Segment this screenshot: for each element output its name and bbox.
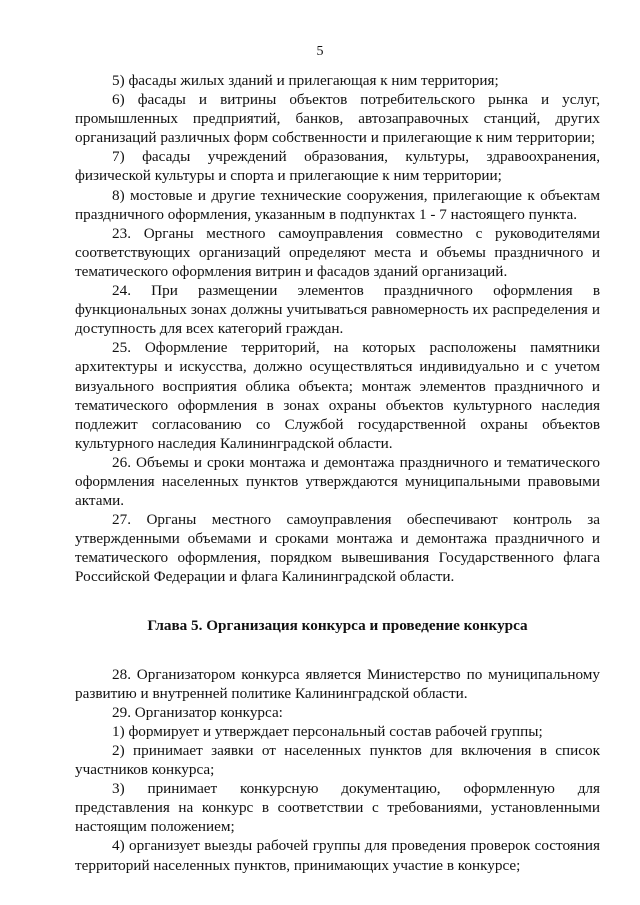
paragraph-item-5: 5) фасады жилых зданий и прилегающая к ним территория; — [112, 72, 499, 89]
page-number: 5 — [316, 44, 324, 59]
paragraph-item-8: 8) мостовые и другие технические сооружения, прилегающие к объектам праздничного оформления, указанным в подпунктах 1 - 7 настоящего пункта. — [75, 186, 600, 223]
paragraph-28: 28. Организатором конкурса является Министерство по муниципальному развитию и внутренней политике Калининградской области. — [75, 665, 600, 702]
paragraph-23: 23. Органы местного самоуправления совместно с руководителями соответствующих организаций определяют места и объемы праздничного и тематического оформления витрин и фасадов зданий организаций. — [75, 224, 600, 280]
paragraph-29-item-3: 3) принимает конкурсную документацию, оформленную для представления на конкурс в соответствии с требованиями, установленными настоящим положением; — [75, 780, 600, 836]
paragraph-item-6: 6) фасады и витрины объектов потребительского рынка и услуг, промышленных предприятий, банков, автозаправочных станций, других организаций различных форм собственности и прилегающие к ним территории; — [75, 91, 600, 147]
paragraph-24: 24. При размещении элементов праздничного оформления в функциональных зонах должны учитываться равномерность их распределения и доступность для всех категорий граждан. — [75, 282, 600, 338]
chapter-heading: Глава 5. Организация конкурса и проведение конкурса — [147, 616, 528, 634]
paragraph-26: 26. Объемы и сроки монтажа и демонтажа праздничного и тематического оформления населенных пунктов утверждаются муниципальными правовыми актами. — [75, 453, 600, 510]
paragraph-29-item-1: 1) формирует и утверждает персональный состав рабочей группы; — [112, 722, 543, 740]
paragraph-25: 25. Оформление территорий, на которых расположены памятники архитектуры и искусства, должно осуществляться индивидуально и с учетом визуального восприятия облика объекта; монтаж элементов праздничного и тематического оформления в зонах охраны объектов культурного наследия подлежит согласованию со Службой государственной охраны объектов культурного наследия Калининградской области. — [75, 339, 600, 452]
paragraph-27: 27. Органы местного самоуправления обеспечивают контроль за утвержденными объемами и сроками монтажа и демонтажа праздничного и тематического оформления, порядком вывешивания Государственного флага Российской Федерации и флага Калининградской области. — [75, 511, 600, 586]
document-body — [75, 71, 600, 875]
paragraph-29-item-2: 2) принимает заявки от населенных пунктов для включения в список участников конкурса; — [75, 742, 600, 779]
paragraph-29: 29. Организатор конкурса: — [112, 703, 283, 721]
paragraph-29-item-4: 4) организует выезды рабочей группы для проведения проверок состояния территорий населенных пунктов, принимающих участие в конкурсе; — [75, 837, 600, 874]
paragraph-item-7: 7) фасады учреждений образования, культуры, здравоохранения, физической культуры и спорта и прилегающие к ним территории; — [75, 148, 600, 185]
